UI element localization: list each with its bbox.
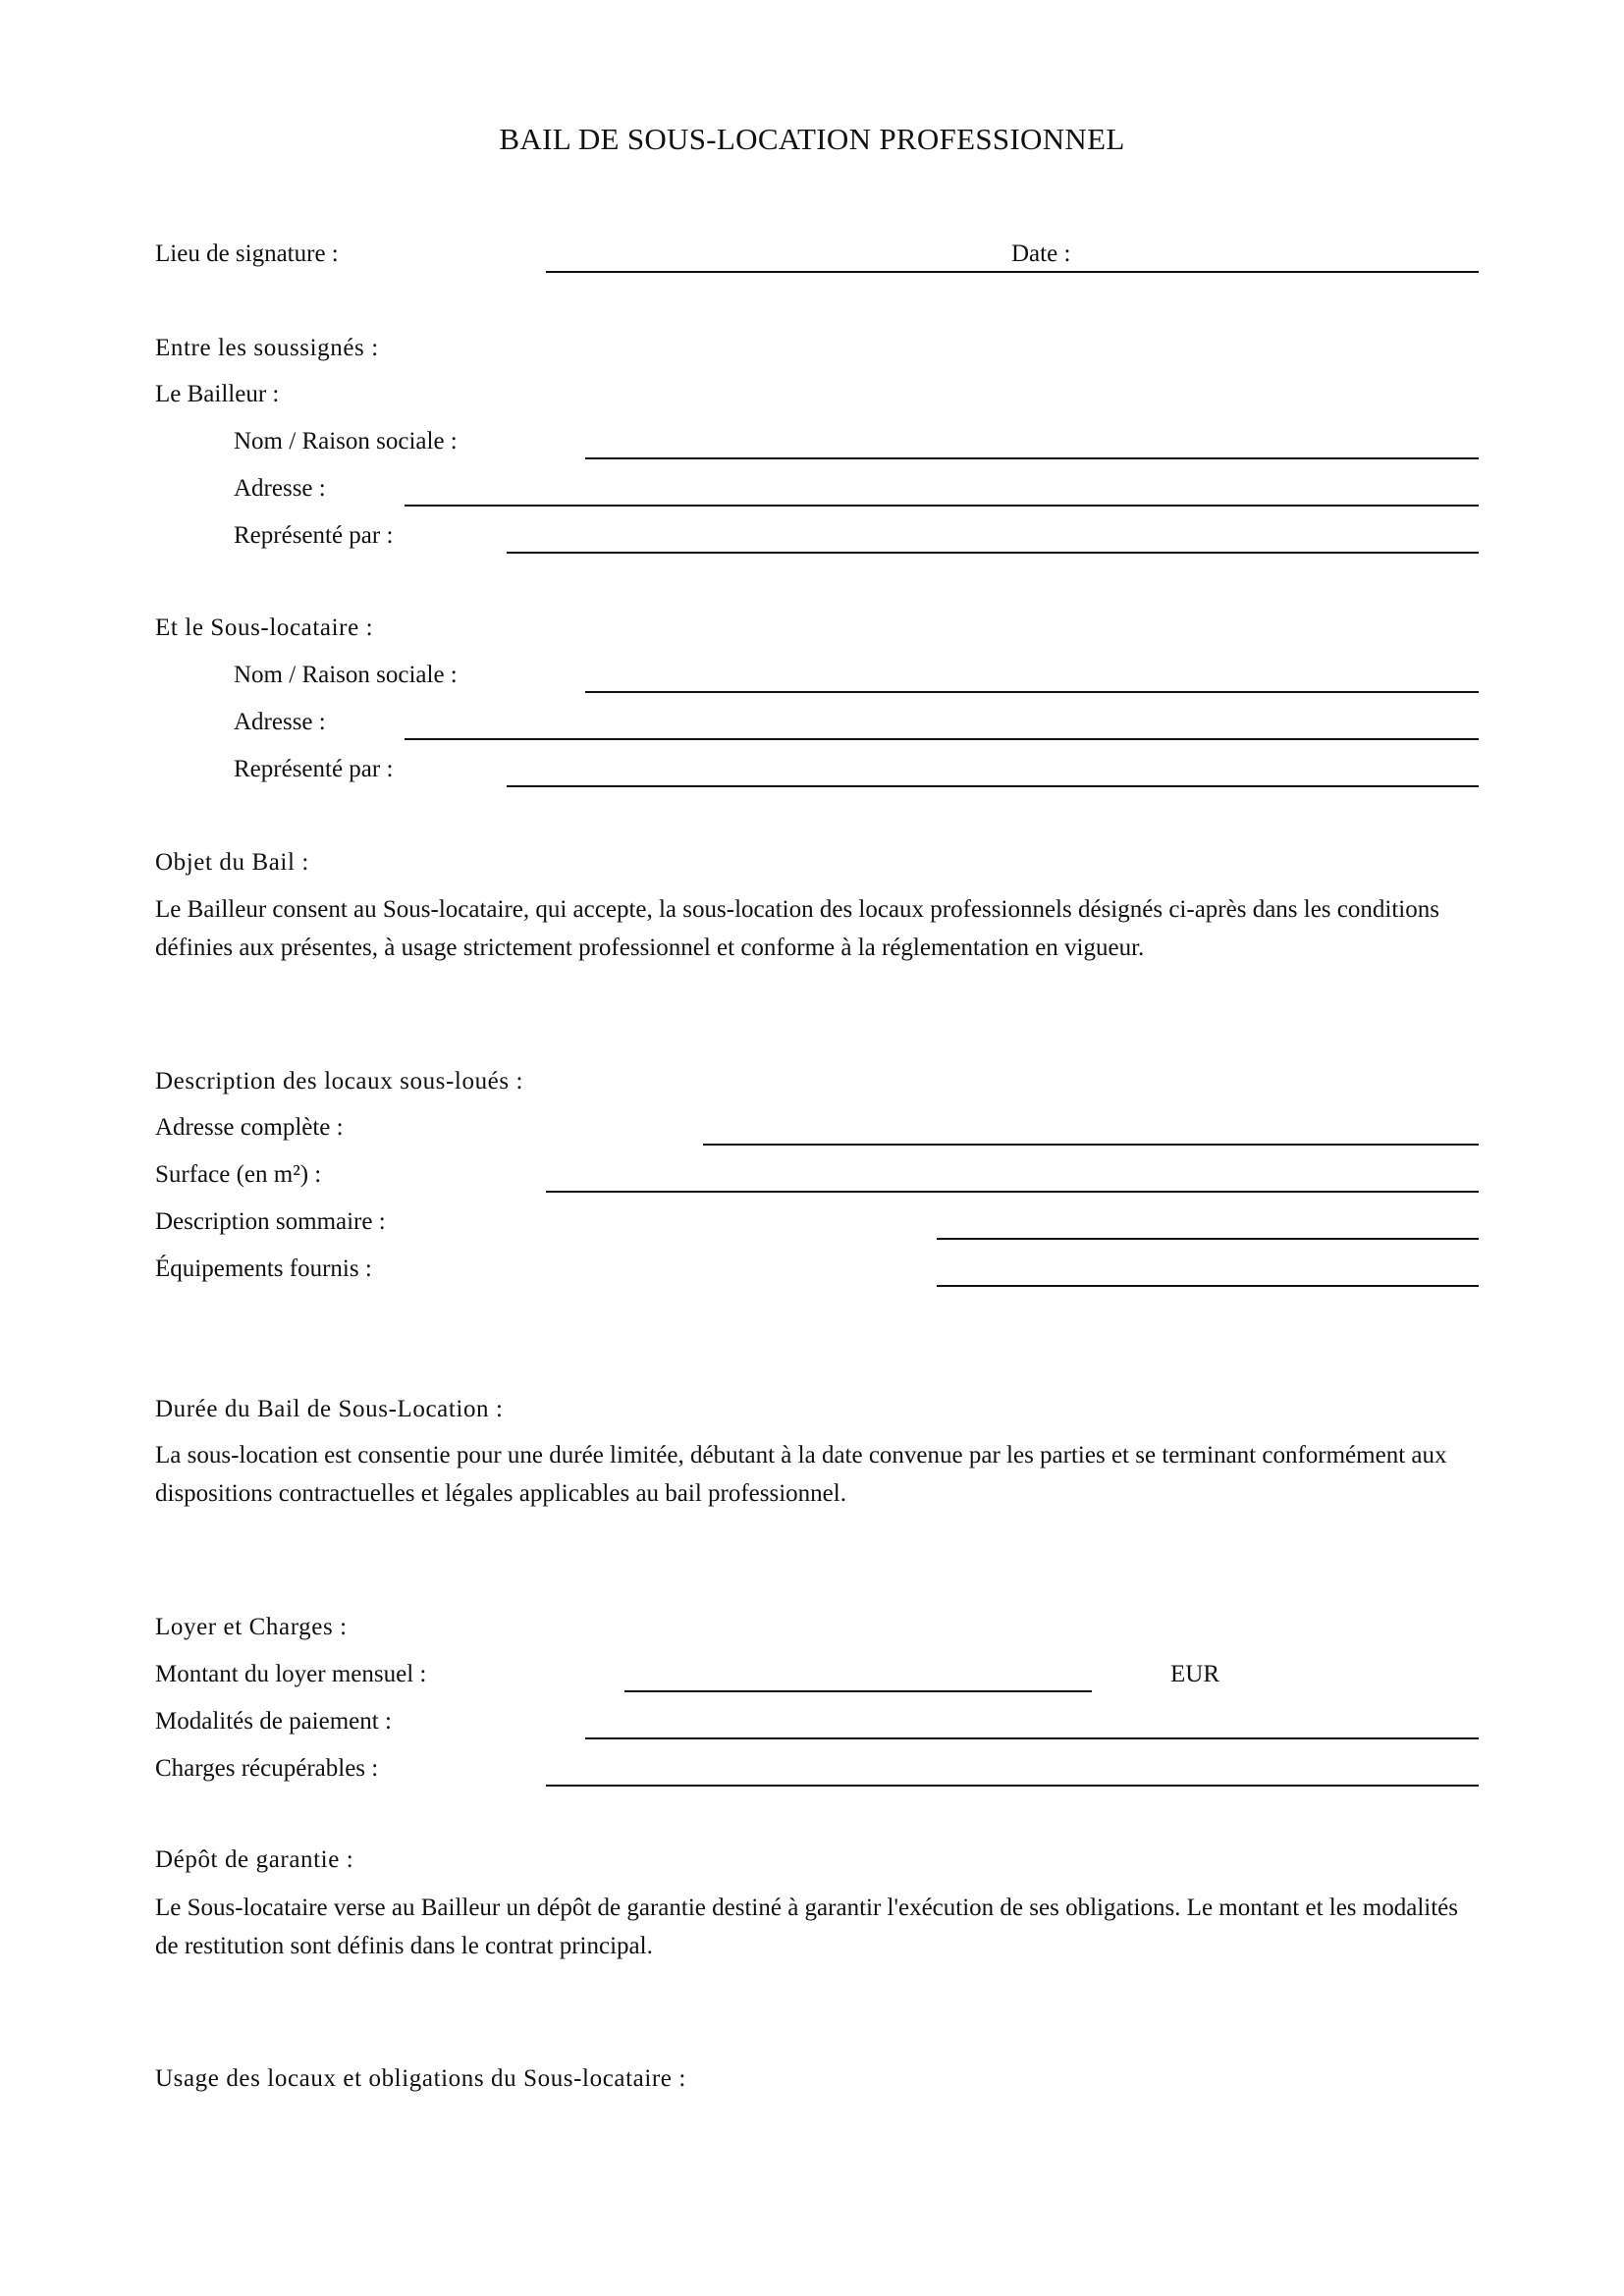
duration-heading: Durée du Bail de Sous-Location :: [155, 1396, 504, 1422]
rent-charges-field[interactable]: [546, 1785, 1479, 1787]
sublessee-name-field[interactable]: [585, 691, 1479, 693]
premises-surface-label: Surface (en m²) :: [155, 1161, 322, 1188]
rent-heading: Loyer et Charges :: [155, 1614, 348, 1640]
usage-heading: Usage des locaux et obligations du Sous-locataire :: [155, 2065, 686, 2092]
sublessee-address-field[interactable]: [405, 738, 1479, 740]
premises-equipment-field[interactable]: [937, 1285, 1479, 1287]
lessor-name-field[interactable]: [585, 457, 1479, 459]
object-heading: Objet du Bail :: [155, 849, 309, 876]
rent-payment-label: Modalités de paiement :: [155, 1708, 392, 1735]
sublessee-representative-field[interactable]: [507, 785, 1479, 787]
sublessee-heading: Et le Sous-locataire :: [155, 614, 374, 641]
lessor-heading: Le Bailleur :: [155, 381, 280, 407]
rent-charges-label: Charges récupérables :: [155, 1755, 379, 1782]
lessor-address-field[interactable]: [405, 505, 1479, 507]
lessor-representative-field[interactable]: [507, 552, 1479, 554]
rent-amount-field[interactable]: [624, 1690, 1092, 1692]
lessor-address-label: Adresse :: [234, 475, 326, 502]
signature-date-label: Date :: [1011, 240, 1071, 267]
premises-equipment-label: Équipements fournis :: [155, 1255, 372, 1282]
premises-summary-field[interactable]: [937, 1238, 1479, 1240]
object-paragraph: Le Bailleur consent au Sous-locataire, qui accepte, la sous-location des locaux professionnels désignés ci-après dans les conditions définies aux présentes, à usage strictement professionnel et conforme à la réglementation en vigueur.: [155, 896, 1439, 961]
document-title: BAIL DE SOUS-LOCATION PROFESSIONNEL: [499, 122, 1125, 156]
signature-place-label: Lieu de signature :: [155, 240, 339, 267]
duration-paragraph: La sous-location est consentie pour une durée limitée, débutant à la date convenue par les parties et se terminant conformément aux dispositions contractuelles et légales applicables au bail professionnel.: [155, 1442, 1447, 1507]
signature-date-field[interactable]: [1013, 271, 1479, 273]
premises-address-field[interactable]: [703, 1144, 1479, 1146]
premises-surface-field[interactable]: [546, 1191, 1479, 1193]
parties-intro: Entre les soussignés :: [155, 335, 379, 361]
rent-amount-label: Montant du loyer mensuel :: [155, 1661, 427, 1687]
premises-address-label: Adresse complète :: [155, 1114, 344, 1141]
premises-summary-label: Description sommaire :: [155, 1208, 386, 1235]
deposit-paragraph: Le Sous-locataire verse au Bailleur un dépôt de garantie destiné à garantir l'exécution de ses obligations. Le montant et les modalités de restitution sont définis dans le contrat principal.: [155, 1895, 1458, 1959]
lessor-representative-label: Représenté par :: [234, 522, 394, 549]
sublessee-name-label: Nom / Raison sociale :: [234, 662, 458, 688]
rent-payment-field[interactable]: [585, 1737, 1479, 1739]
premises-heading: Description des locaux sous-loués :: [155, 1068, 524, 1095]
lessor-name-label: Nom / Raison sociale :: [234, 428, 458, 454]
sublessee-address-label: Adresse :: [234, 709, 326, 735]
signature-place-field[interactable]: [546, 271, 1013, 273]
sublessee-representative-label: Représenté par :: [234, 756, 394, 782]
deposit-heading: Dépôt de garantie :: [155, 1846, 354, 1873]
rent-currency: EUR: [1170, 1661, 1219, 1687]
